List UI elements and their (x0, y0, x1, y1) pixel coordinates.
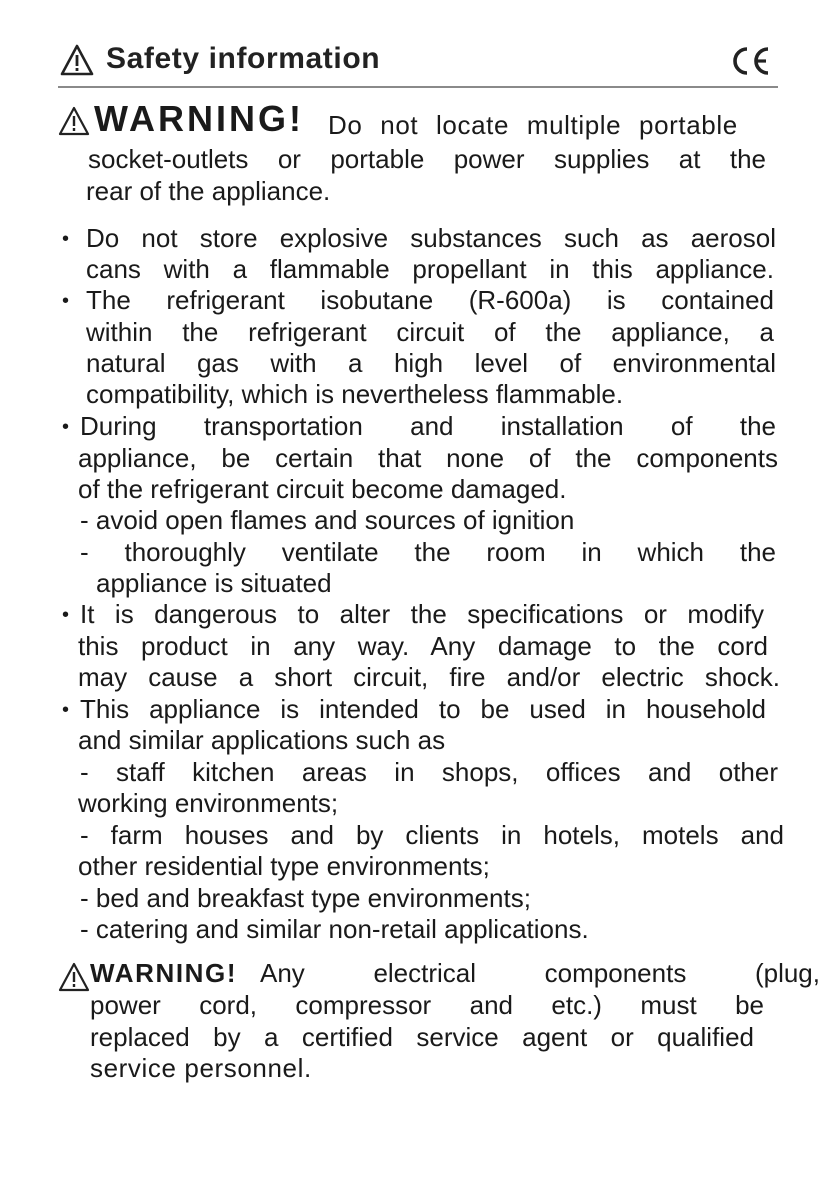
list-item-line: this product in any way. Any damage to the cord (78, 631, 768, 661)
warning-block-2 (58, 958, 820, 994)
list-item-line: other residential type environments; (78, 851, 490, 881)
list-item-line: within the refrigerant circuit of the appliance, a (86, 317, 774, 347)
warning-text-line: Any electrical components (plug, (260, 958, 820, 988)
list-item-line: During transportation and installation of the (80, 411, 776, 441)
list-item-line: natural gas with a high level of environmental (86, 348, 776, 378)
warning-text-line: replaced by a certified service agent or qualified (90, 1022, 754, 1052)
list-item-line: appliance is situated (96, 568, 332, 598)
bullet-dot: • (62, 416, 70, 438)
list-item-line: compatibility, which is nevertheless flammable. (86, 379, 624, 409)
list-item-line: - thoroughly ventilate the room in which the (80, 537, 776, 567)
list-item-line: The refrigerant isobutane (R-600a) is contained (86, 285, 774, 315)
bullet-dot: • (62, 604, 70, 626)
bullet-dot: • (62, 699, 70, 721)
warning-text-line: power cord, compressor and etc.) must be (90, 990, 764, 1020)
bullet-dot: • (62, 228, 70, 250)
warning-triangle-icon (60, 44, 94, 76)
page-title: Safety information (106, 42, 381, 75)
warning-label: WARNING! (94, 98, 304, 139)
warning-label: WARNING! (90, 958, 238, 988)
list-item-line: may cause a short circuit, fire and/or electric shock. (78, 662, 780, 692)
list-item-line: It is dangerous to alter the specifications or modify (80, 599, 764, 629)
list-item-line: and similar applications such as (78, 725, 446, 755)
list-item-line: - catering and similar non-retail applications. (80, 914, 589, 944)
list-item-line: - bed and breakfast type environments; (80, 883, 531, 913)
warning-text-line: rear of the appliance. (86, 176, 331, 206)
warning-block-1 (58, 100, 778, 140)
bullet-dot: • (62, 290, 70, 312)
warning-text-line: service personnel. (90, 1053, 312, 1083)
warning-triangle-icon (58, 962, 90, 992)
list-item-line: - staff kitchen areas in shops, offices and other (80, 757, 778, 787)
ce-mark-icon (728, 44, 772, 78)
list-item-line: of the refrigerant circuit become damaged. (78, 474, 567, 504)
list-item-line: - avoid open flames and sources of ignition (80, 505, 575, 535)
warning-text-line: Do not locate multiple portable (328, 110, 738, 140)
list-item-line: working environments; (78, 788, 339, 818)
list-item-line: cans with a flammable propellant in this appliance. (86, 254, 774, 284)
page-header (58, 40, 778, 88)
list-item-line: Do not store explosive substances such as aerosol (86, 223, 776, 253)
warning-text-line: socket-outlets or portable power supplies at the (88, 144, 766, 174)
list-item-line: - farm houses and by clients in hotels, motels and (80, 820, 784, 850)
list-item-line: appliance, be certain that none of the components (78, 443, 778, 473)
warning-triangle-icon (58, 106, 90, 136)
list-item-line: This appliance is intended to be used in household (80, 694, 766, 724)
